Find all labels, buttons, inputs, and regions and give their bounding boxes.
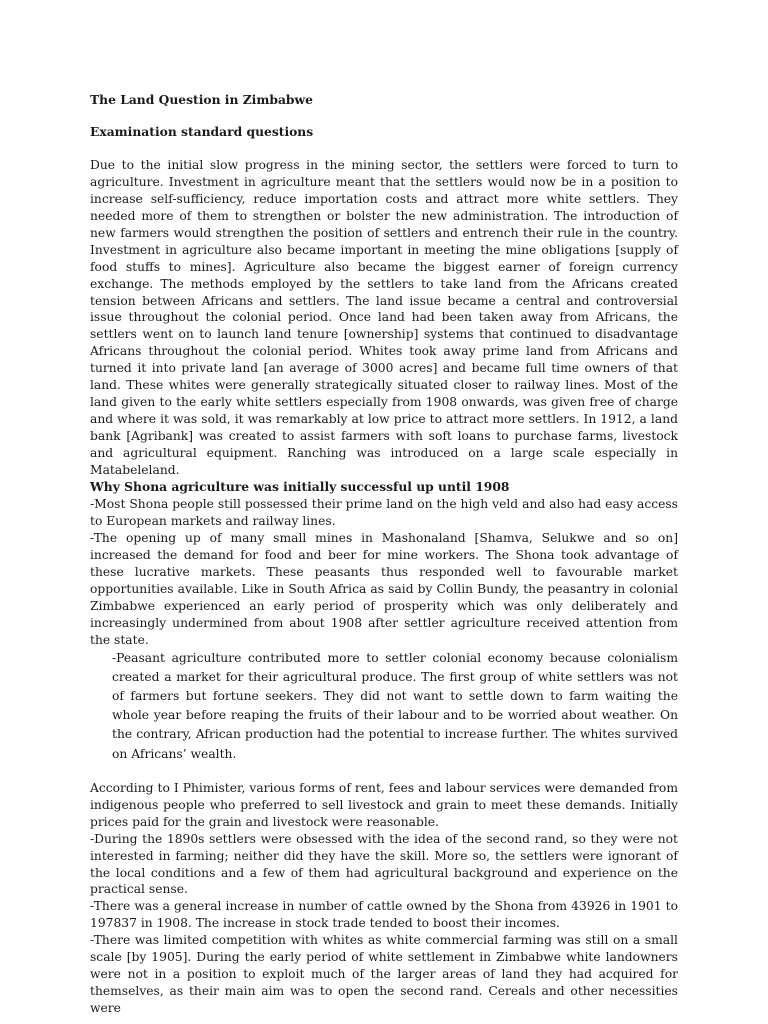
point-cattle-increase: -There was a general increase in number of cattle owned by the Shona from 43926 in 1901 to 197837 in 1908. The increase in stock trade tended to boost their incomes. xyxy=(90,899,678,931)
document-title: The Land Question in Zimbabwe xyxy=(90,92,313,107)
phimister-paragraph: According to I Phimister, various forms of rent, fees and labour services were demanded from indigenous people who preferred to sell livestock and grain to meet these demands. Initially prices paid for the grain and livestock were reasonable. xyxy=(90,780,678,829)
document-page xyxy=(90,92,678,1017)
point-second-rand: -During the 1890s settlers were obsessed with the idea of the second rand, so they were not interested in farming; neither did they have the skill. More so, the settlers were ignorant of the local conditions and a few of them had agricultural background and experience on the practical sense. xyxy=(90,831,678,897)
point-prime-land: -Most Shona people still possessed their prime land on the high veld and also had easy access to European markets and railway lines. xyxy=(90,496,678,528)
point-limited-competition: -There was limited competition with whites as white commercial farming was still on a small scale [by 1905]. During the early period of white settlement in Zimbabwe white landowners were not in a position to exploit much of the larger areas of land they had acquired for themselves, as their main aim was to open the second rand. Cereals and other necessities were xyxy=(90,933,678,1016)
point-small-mines: -The opening up of many small mines in Mashonaland [Shamva, Selukwe and so on] increased the demand for food and beer for mine workers. The Shona took advantage of these lucrative markets. These peasants thus responded well to favourable market opportunities available. Like in South Africa as said by Collin Bundy, the peasantry in colonial Zimbabwe experienced an early period of prosperity which was only deliberately and increasingly undermined from about 1908 after settler agriculture received attention from the state. xyxy=(90,530,678,647)
intro-paragraph: Due to the initial slow progress in the mining sector, the settlers were forced to turn to agriculture. Investment in agriculture meant that the settlers would now be in a position to increase self-sufficiency, reduce importation costs and attract more white settlers. They needed more of them to strengthen or bolster the new administration. The introduction of new farmers would strengthen the position of settlers and entrench their rule in the country. Investment in agriculture also became important in meeting the mine obligations [supply of food stuffs to mines]. Agriculture also became the biggest earner of foreign currency exchange. The methods employed by the settlers to take land from the Africans created tension between Africans and settlers. The land issue became a central and controversial issue throughout the colonial period. Once land had been taken away from Africans, the settlers went on to launch land tenure [ownership] systems that continued to disadvantage Africans throughout the colonial period. Whites took away prime land from Africans and turned it into private land [an average of 3000 acres] and became full time owners of that land. These whites were generally strategically situated closer to railway lines. Most of the land given to the early white settlers especially from 1908 onwards, was given free of charge and where it was sold, it was remarkably at low price to attract more settlers. In 1912, a land bank [Agribank] was created to assist farmers with soft loans to purchase farms, livestock and agricultural equipment. Ranching was introduced on a large scale especially in Matabeleland. xyxy=(90,157,678,478)
point-peasant-agriculture: -Peasant agriculture contributed more to settler colonial economy because colonialism created a market for their agricultural produce. The first group of white settlers was not of farmers but fortune seekers. They did not want to settle down to farm waiting the whole year before reaping the fruits of their labour and to be worried about weather. On the contrary, African production had the potential to increase further. The whites survived on Africans’ wealth. xyxy=(112,650,678,761)
section-heading: Why Shona agriculture was initially successful up until 1908 xyxy=(90,479,510,495)
document-subtitle: Examination standard questions xyxy=(90,123,314,139)
